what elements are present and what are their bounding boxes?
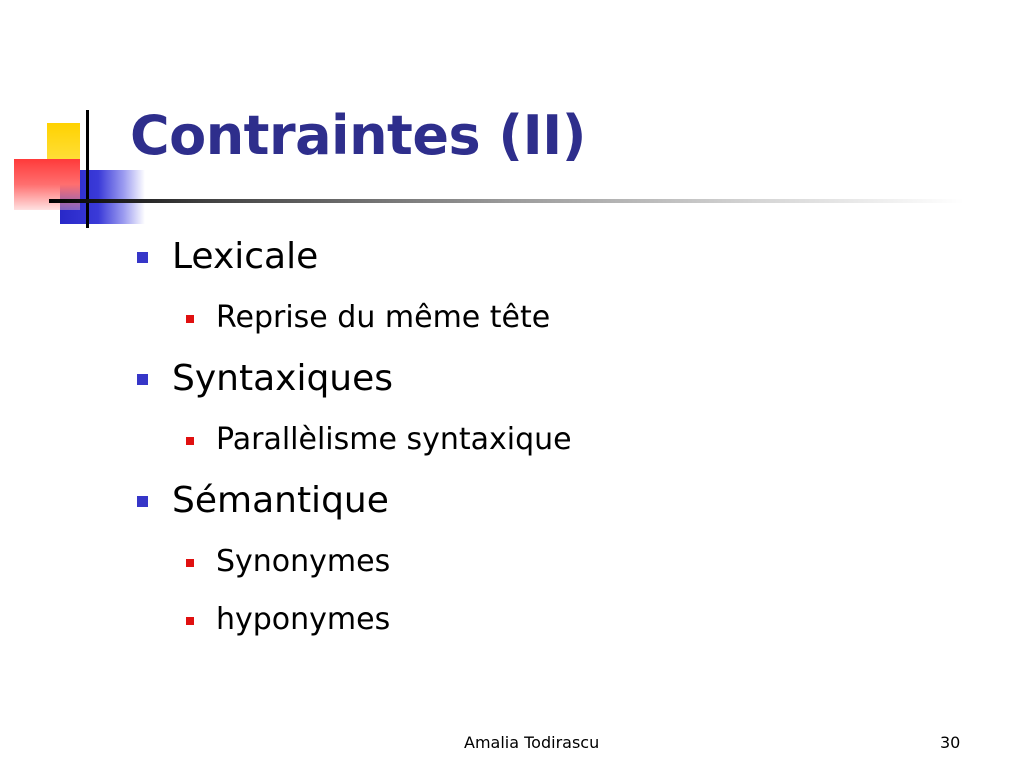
sub-bullet-square-icon — [186, 617, 194, 625]
page-number: 30 — [940, 733, 961, 752]
sub-bullet-parallelisme — [216, 421, 572, 459]
slide-title: Contraintes (II) — [130, 104, 586, 167]
sub-bullet-text: Reprise du même tête — [216, 300, 551, 335]
footer-author: Amalia Todirascu — [464, 733, 600, 752]
bullet-text: Lexicale — [172, 236, 319, 277]
bullet-text: Syntaxiques — [172, 358, 394, 399]
sub-bullet-text: hyponymes — [216, 602, 391, 637]
sub-bullet-text: Parallèlisme syntaxique — [216, 422, 572, 457]
sub-bullet-reprise — [216, 299, 550, 337]
sub-bullet-square-icon — [186, 315, 194, 323]
bullet-syntaxiques — [172, 357, 393, 401]
sub-bullet-text: Synonymes — [216, 544, 391, 579]
bullet-lexicale — [172, 235, 318, 279]
sub-bullet-square-icon — [186, 559, 194, 567]
bullet-semantique — [172, 479, 389, 523]
bullet-square-icon — [137, 252, 148, 263]
bullet-square-icon — [137, 496, 148, 507]
title-underline — [49, 199, 964, 203]
bullet-square-icon — [137, 374, 148, 385]
sub-bullet-square-icon — [186, 437, 194, 445]
decor-vertical-line — [86, 110, 89, 228]
bullet-text: Sémantique — [172, 480, 389, 521]
sub-bullet-synonymes — [216, 543, 390, 581]
sub-bullet-hyponymes — [216, 601, 390, 639]
